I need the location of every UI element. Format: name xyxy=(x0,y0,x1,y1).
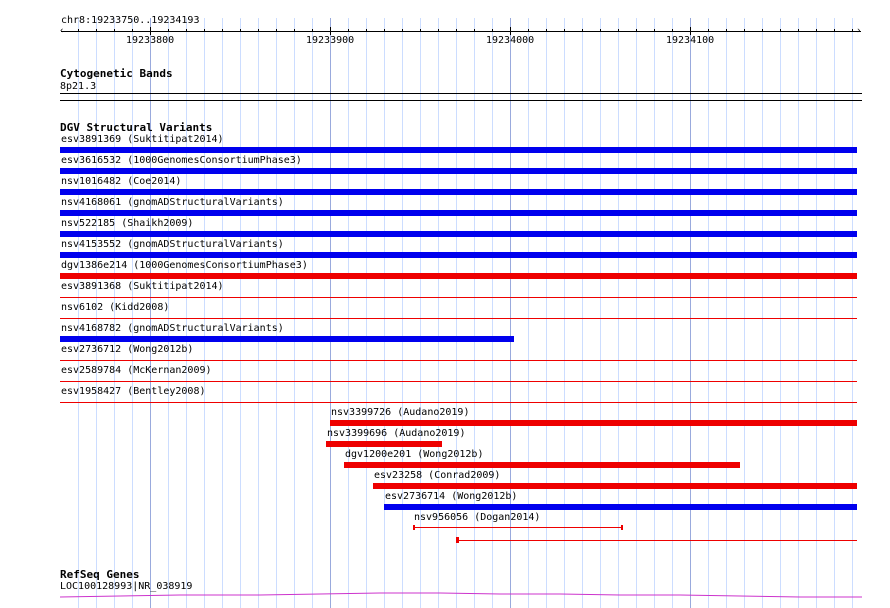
ruler-tick-minor xyxy=(474,29,475,32)
grid-line-minor xyxy=(402,18,403,608)
ruler-tick-minor xyxy=(636,29,637,32)
ruler-tick-minor xyxy=(816,29,817,32)
ruler-tick-minor xyxy=(546,29,547,32)
dgv-feature-bar[interactable] xyxy=(60,273,857,279)
dgv-feature-label: esv3891368 (Suktitipat2014) xyxy=(61,281,224,292)
dgv-feature-end-cap xyxy=(413,525,415,530)
dgv-feature-label: nsv1016482 (Coe2014) xyxy=(61,176,182,187)
dgv-feature-label: nsv4168061 (gnomADStructuralVariants) xyxy=(61,197,284,208)
grid-line-minor xyxy=(564,18,565,608)
ruler-label-19233800: 19233800 xyxy=(126,35,175,46)
grid-line-minor xyxy=(366,18,367,608)
grid-line-minor xyxy=(546,18,547,608)
ruler-tick-minor xyxy=(564,29,565,32)
ruler-tick-minor xyxy=(420,29,421,32)
dgv-track-title: DGV Structural Variants xyxy=(60,121,213,134)
grid-line-minor xyxy=(168,18,169,608)
grid-line-minor xyxy=(204,18,205,608)
grid-line-minor xyxy=(600,18,601,608)
ruler-tick-minor xyxy=(654,29,655,32)
ruler-tick-minor xyxy=(582,29,583,32)
dgv-feature-label: esv2589784 (McKernan2009) xyxy=(61,365,212,376)
dgv-feature-line[interactable] xyxy=(60,297,857,298)
grid-line-minor xyxy=(312,18,313,608)
ruler-tick-minor xyxy=(204,29,205,32)
ruler-tick-major xyxy=(330,27,331,35)
ruler-tick-minor xyxy=(96,29,97,32)
dgv-feature-label: dgv1386e214 (1000GenomesConsortiumPhase3) xyxy=(61,260,308,271)
grid-line-minor xyxy=(78,18,79,608)
ruler-tick-minor xyxy=(258,29,259,32)
grid-line-minor xyxy=(186,18,187,608)
dgv-feature-label: esv2736714 (Wong2012b) xyxy=(385,491,518,502)
dgv-feature-start-cap xyxy=(456,537,459,543)
grid-line-minor xyxy=(348,18,349,608)
ruler-tick-minor xyxy=(708,29,709,32)
ruler-tick-minor xyxy=(168,29,169,32)
ruler-label-19234100: 19234100 xyxy=(666,35,715,46)
ruler-tick-minor xyxy=(456,29,457,32)
dgv-feature-label: nsv522185 (Shaikh2009) xyxy=(61,218,194,229)
grid-line-minor xyxy=(294,18,295,608)
ruler-tick-minor xyxy=(744,29,745,32)
grid-line-minor xyxy=(222,18,223,608)
grid-line-major xyxy=(330,18,331,608)
dgv-feature-label: esv3891369 (Suktitipat2014) xyxy=(61,134,224,145)
dgv-feature-label: nsv3399696 (Audano2019) xyxy=(327,428,466,439)
dgv-feature-bar[interactable] xyxy=(384,504,857,510)
grid-line-minor xyxy=(654,18,655,608)
grid-line-major xyxy=(150,18,151,608)
dgv-feature-bar[interactable] xyxy=(60,189,857,195)
cytoband-bar-top xyxy=(60,93,862,94)
grid-line-minor xyxy=(726,18,727,608)
ruler-tick-minor xyxy=(240,29,241,32)
ruler-tick-minor xyxy=(384,29,385,32)
ruler-tick-major xyxy=(690,27,691,35)
ruler-tick-minor xyxy=(114,29,115,32)
grid-line-minor xyxy=(636,18,637,608)
dgv-feature-bar[interactable] xyxy=(60,252,857,258)
ruler-left-arrow: ‹ xyxy=(59,26,65,36)
dgv-feature-end-cap xyxy=(621,525,623,530)
dgv-feature-bar[interactable] xyxy=(60,336,514,342)
grid-line-minor xyxy=(618,18,619,608)
dgv-feature-bar[interactable] xyxy=(330,420,857,426)
cytoband-bar-bottom xyxy=(60,100,862,101)
refseq-gene-label[interactable]: LOC100128993|NR_038919 xyxy=(60,581,193,592)
ruler-label-19233900: 19233900 xyxy=(306,35,355,46)
grid-line-major xyxy=(690,18,691,608)
ruler-tick-minor xyxy=(276,29,277,32)
ruler-tick-major xyxy=(510,27,511,35)
dgv-feature-bar[interactable] xyxy=(60,210,857,216)
grid-line-minor xyxy=(276,18,277,608)
grid-line-minor xyxy=(258,18,259,608)
grid-line-minor xyxy=(708,18,709,608)
dgv-feature-label: nsv956056 (Dogan2014) xyxy=(414,512,541,523)
dgv-feature-line[interactable] xyxy=(413,527,623,528)
dgv-feature-line[interactable] xyxy=(60,360,857,361)
dgv-feature-bar[interactable] xyxy=(373,483,857,489)
ruler-tick-minor xyxy=(438,29,439,32)
dgv-feature-label: esv3616532 (1000GenomesConsortiumPhase3) xyxy=(61,155,302,166)
ruler-tick-minor xyxy=(834,29,835,32)
ruler-tick-minor xyxy=(798,29,799,32)
dgv-feature-label: nsv6102 (Kidd2008) xyxy=(61,302,170,313)
refseq-track-title: RefSeq Genes xyxy=(60,568,140,581)
ruler-axis-line xyxy=(61,31,861,32)
grid-line-minor xyxy=(744,18,745,608)
grid-line-minor xyxy=(816,18,817,608)
grid-line-minor xyxy=(762,18,763,608)
ruler-tick-minor xyxy=(366,29,367,32)
grid-line-minor xyxy=(96,18,97,608)
ruler-tick-minor xyxy=(672,29,673,32)
ruler-tick-minor xyxy=(780,29,781,32)
grid-line-minor xyxy=(852,18,853,608)
ruler-tick-minor xyxy=(402,29,403,32)
dgv-feature-label: nsv3399726 (Audano2019) xyxy=(331,407,470,418)
ruler-tick-minor xyxy=(600,29,601,32)
dgv-feature-line[interactable] xyxy=(60,318,857,319)
grid-line-minor xyxy=(798,18,799,608)
grid-line-minor xyxy=(582,18,583,608)
grid-line-minor xyxy=(780,18,781,608)
refseq-gene-line xyxy=(60,593,862,597)
cytoband-track-title: Cytogenetic Bands xyxy=(60,67,173,80)
ruler-tick-minor xyxy=(222,29,223,32)
ruler-tick-minor xyxy=(618,29,619,32)
ruler-right-arrow: › xyxy=(856,26,862,36)
ruler-tick-minor xyxy=(186,29,187,32)
ruler-tick-major xyxy=(150,27,151,35)
dgv-feature-bar[interactable] xyxy=(60,147,857,153)
dgv-feature-label: nsv4168782 (gnomADStructuralVariants) xyxy=(61,323,284,334)
cytoband-label: 8p21.3 xyxy=(60,81,97,92)
ruler-label-19234000: 19234000 xyxy=(486,35,535,46)
grid-line-minor xyxy=(672,18,673,608)
ruler-tick-minor xyxy=(132,29,133,32)
dgv-feature-line[interactable] xyxy=(60,381,857,382)
dgv-feature-bar[interactable] xyxy=(60,168,857,174)
ruler-tick-minor xyxy=(762,29,763,32)
ruler-tick-minor xyxy=(348,29,349,32)
dgv-feature-line[interactable] xyxy=(60,402,857,403)
dgv-feature-label: esv1958427 (Bentley2008) xyxy=(61,386,206,397)
ruler-tick-minor xyxy=(528,29,529,32)
ruler-tick-minor xyxy=(294,29,295,32)
location-label: chr8:19233750..19234193 xyxy=(61,15,200,26)
grid-line-minor xyxy=(834,18,835,608)
refseq-gene-graph[interactable] xyxy=(60,590,862,602)
grid-line-minor xyxy=(114,18,115,608)
dgv-feature-label: esv2736712 (Wong2012b) xyxy=(61,344,194,355)
ruler-tick-minor xyxy=(726,29,727,32)
dgv-feature-line[interactable] xyxy=(456,540,857,541)
dgv-feature-label: esv23258 (Conrad2009) xyxy=(374,470,501,481)
dgv-feature-bar[interactable] xyxy=(326,441,442,447)
ruler-tick-minor xyxy=(312,29,313,32)
grid-line-minor xyxy=(240,18,241,608)
ruler-tick-minor xyxy=(78,29,79,32)
dgv-feature-label: nsv4153552 (gnomADStructuralVariants) xyxy=(61,239,284,250)
ruler-tick-minor xyxy=(492,29,493,32)
ruler-tick-minor xyxy=(852,29,853,32)
grid-line-minor xyxy=(132,18,133,608)
grid-line-minor xyxy=(384,18,385,608)
dgv-feature-bar[interactable] xyxy=(344,462,740,468)
dgv-feature-bar[interactable] xyxy=(60,231,857,237)
dgv-feature-label: dgv1200e201 (Wong2012b) xyxy=(345,449,484,460)
